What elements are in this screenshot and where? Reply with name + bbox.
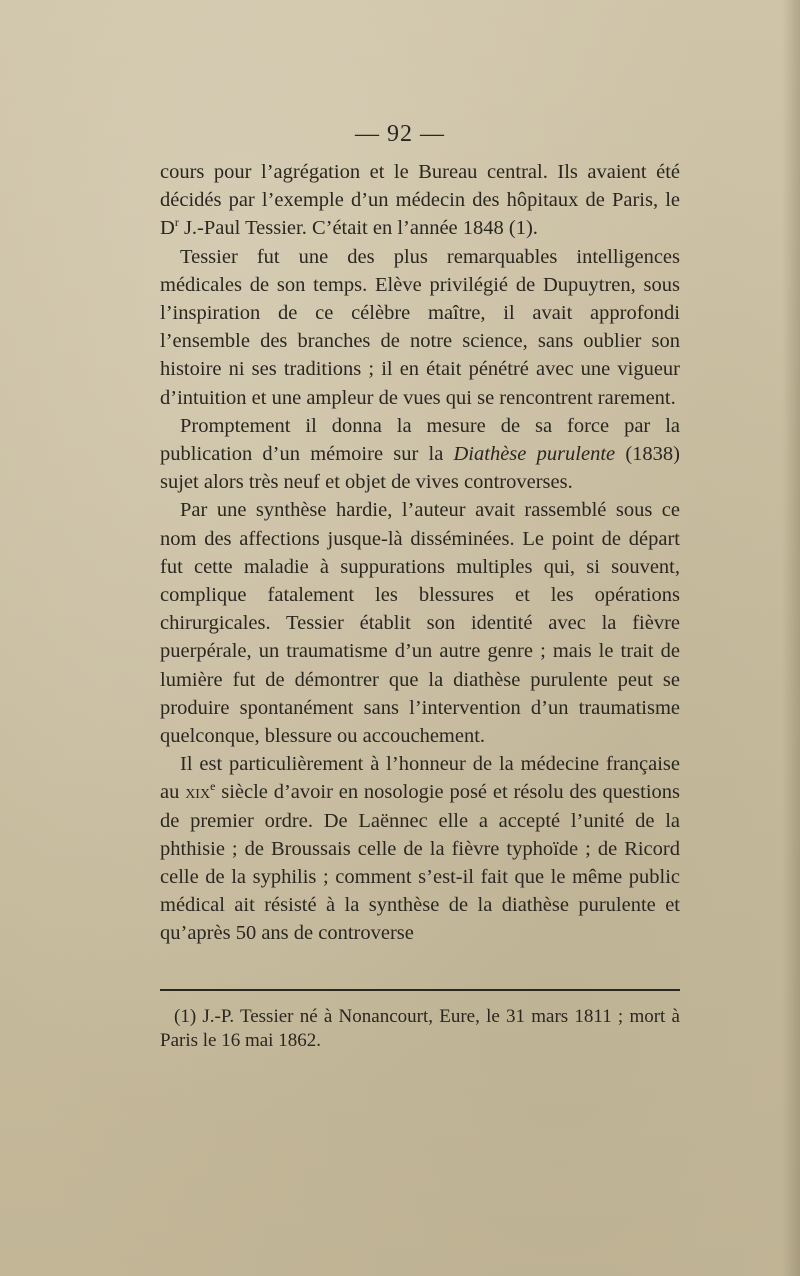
italic-title: Diathèse purulente xyxy=(453,443,616,466)
paragraph-3-text-before: Promptement il donna la mesure de sa force par la publication d’un mémoire sur la xyxy=(160,414,680,466)
paragraph-1-text-after: J.-Paul Tessier. C’était en l’année 1848 (1). xyxy=(178,217,538,240)
footnote-text: (1) J.-P. Tessier né à Nonancourt, Eure, le 31 mars 1811 ; mort à Paris le 16 mai 1862. xyxy=(160,1006,680,1051)
body-text xyxy=(160,158,680,948)
paragraph-5 xyxy=(160,750,680,947)
paragraph-4: Par une synthèse hardie, l’auteur avait rassemblé sous ce nom des affections jusque-là disséminées. Le point de départ fut cette maladie à suppurations multiples qui, si souvent, complique fatalement les blessures et les opérations chirurgicales. Tessier établit son identité avec la fièvre puerpérale, un traumatisme d’un autre genre ; mais le trait de lumière fut de démontrer que la diathèse purulente peut se produire spontanément sans l’intervention d’un traumatisme quelconque, blessure ou accouchement. xyxy=(160,499,680,748)
footnote xyxy=(160,1005,680,1053)
paragraph-5-text-after: siècle d’avoir en nosologie posé et résolu des questions de premier ordre. De Laënnec elle a accepté l’unité de la phthisie ; de Broussais celle de la fièvre typhoïde ; de Ricord celle de la syphilis ; comment s’est-il fait que le même public médical ait résisté à la synthèse de la diathèse purulente et qu’après 50 ans de controverse xyxy=(160,781,680,945)
paragraph-2: Tessier fut une des plus remarquables intelligences médicales de son temps. Elève privilégié de Dupuytren, sous l’inspiration de ce célèbre maître, il avait approfondi l’ensemble des branches de notre science, sans oublier son histoire ni ses traditions ; il en était pénétré avec une vigueur d’intuition et une ampleur de vues qui se rencontrent rarement. xyxy=(160,245,680,409)
century-superscript: e xyxy=(210,779,216,794)
doctor-abbrev-superscript: r xyxy=(174,215,179,230)
paragraph-3-text-after: (1838) sujet alors très neuf et objet de vives controverses. xyxy=(160,443,680,494)
paragraph-1-text: cours pour l’agrégation et le Bureau central. Ils avaient été décidés par l’exemple d’un médecin des hôpitaux de Paris, le D xyxy=(160,161,680,240)
paragraph-3 xyxy=(160,412,680,497)
footnote-separator-rule xyxy=(160,989,680,991)
page-number: — 92 — xyxy=(355,121,445,147)
century-numeral: xix xyxy=(185,781,211,804)
paragraph-5-text-before: Il est particulièrement à l’honneur de la médecine française au xyxy=(160,753,680,804)
page-edge-shadow xyxy=(782,0,800,1276)
paragraph-1 xyxy=(160,158,680,243)
